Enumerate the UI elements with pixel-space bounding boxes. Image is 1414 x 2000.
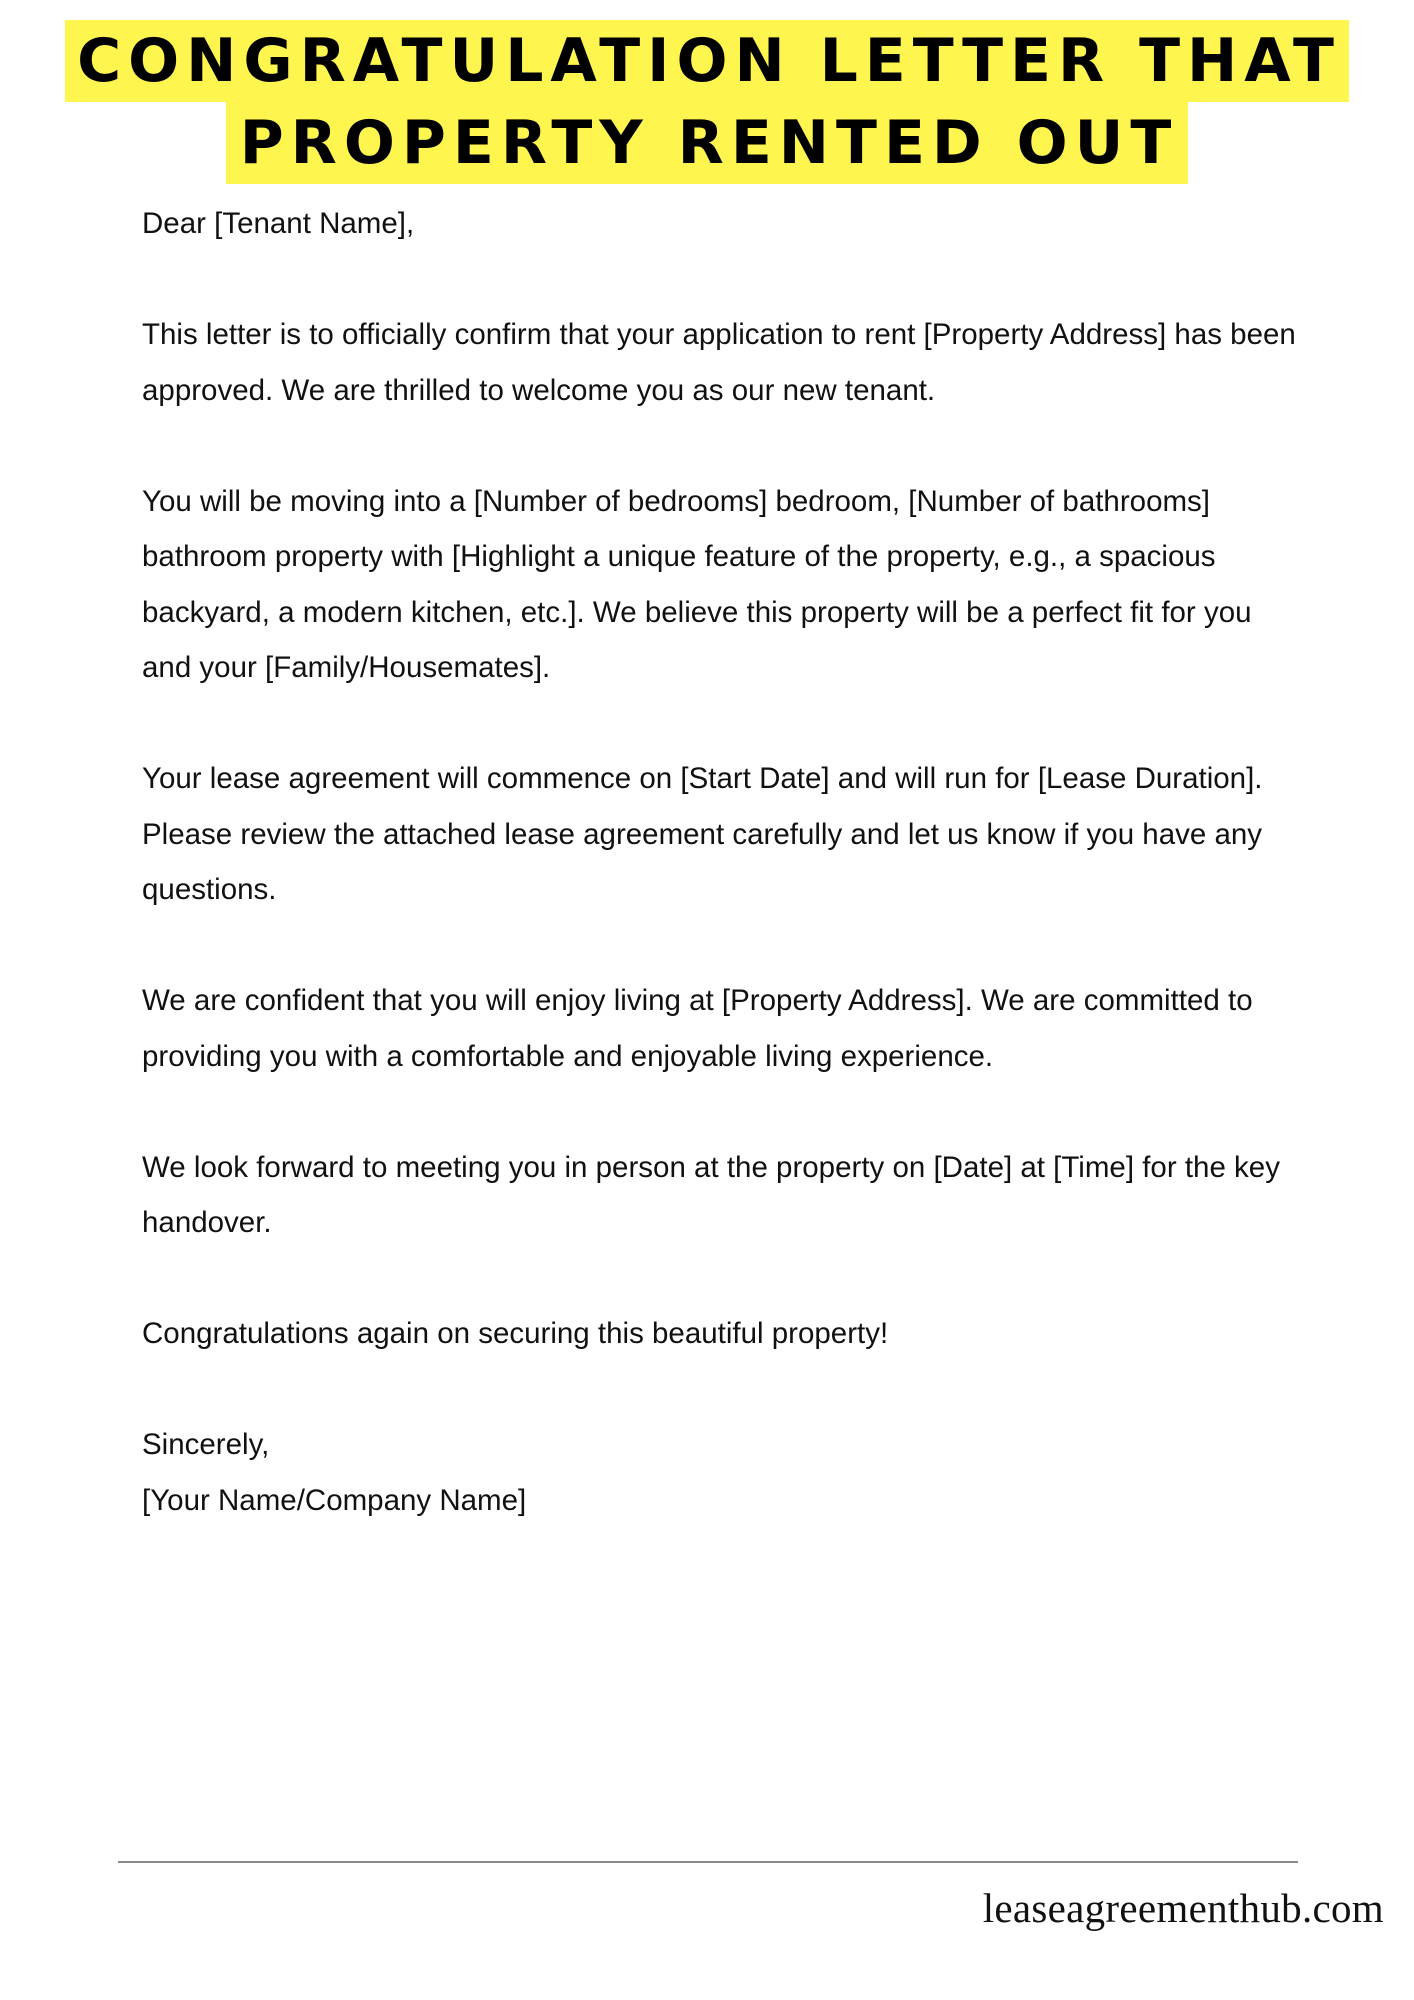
- paragraph-confirmation: This letter is to officially confirm that your application to rent [Property Address] has been approved. We are thrilled to welcome you as our new tenant.: [142, 318, 1296, 407]
- paragraph-confidence: We are confident that you will enjoy living at [Property Address]. We are committed to providing you with a comfortable and enjoyable living experience.: [142, 984, 1253, 1073]
- title-line-2: PROPERTY RENTED OUT: [226, 102, 1189, 184]
- salutation: Dear [Tenant Name],: [142, 207, 415, 240]
- page-title: [0, 20, 1414, 184]
- paragraph-lease-terms: Your lease agreement will commence on [Start Date] and will run for [Lease Duration]. Please review the attached lease agreement carefully and let us know if you have any questions.: [142, 762, 1263, 906]
- letter-body: [142, 196, 1302, 1528]
- paragraph-key-handover: We look forward to meeting you in person at the property on [Date] at [Time] for the key handover.: [142, 1150, 1280, 1239]
- footer-divider: [118, 1861, 1298, 1863]
- title-line-1: CONGRATULATION LETTER THAT: [65, 20, 1349, 102]
- paragraph-congratulations: Congratulations again on securing this beautiful property!: [142, 1317, 889, 1350]
- closing: Sincerely,: [142, 1428, 270, 1461]
- paragraph-property-details: You will be moving into a [Number of bedrooms] bedroom, [Number of bathrooms] bathroom property with [Highlight a unique feature of the property, e.g., a spacious backyard, a modern kitchen, etc.]. We believe this property will be a perfect fit for you and your [Family/Housemates].: [142, 484, 1252, 684]
- signature: [Your Name/Company Name]: [142, 1483, 527, 1517]
- website-url: leaseagreementhub.com: [982, 1885, 1384, 1931]
